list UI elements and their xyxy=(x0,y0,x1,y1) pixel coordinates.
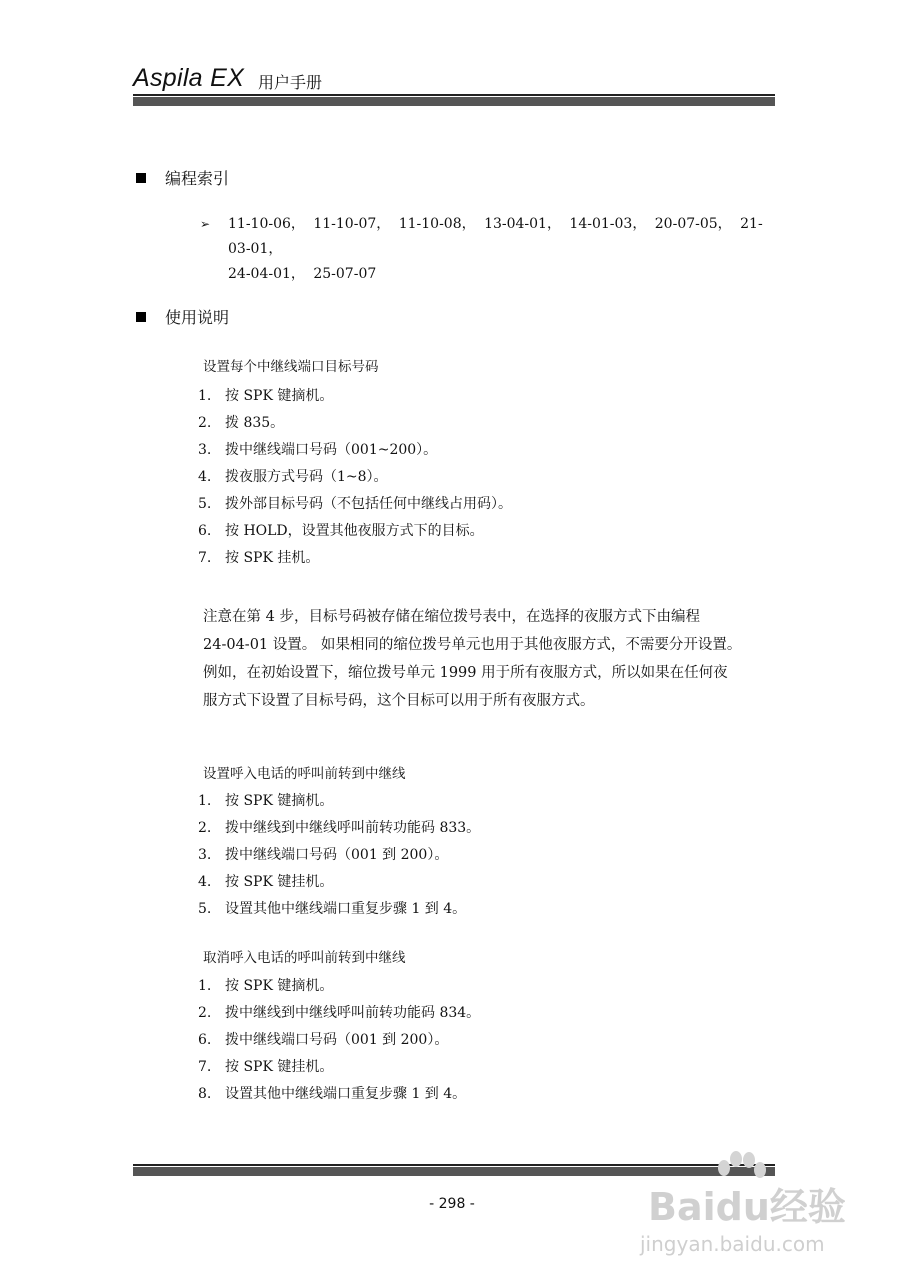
block3-steps xyxy=(198,973,480,1108)
block3-heading: 取消呼入电话的呼叫前转到中继线 xyxy=(203,950,406,966)
step-item: 2. 拨 835。 xyxy=(198,415,285,431)
square-bullet-icon xyxy=(136,312,146,322)
section-title: 编程索引 xyxy=(165,169,230,188)
watermark-url: jingyan.baidu.com xyxy=(640,1232,825,1256)
section-title: 使用说明 xyxy=(165,308,230,327)
step-item: 6. 拨中继线端口号码（001 到 200）。 xyxy=(198,1032,449,1048)
square-bullet-icon xyxy=(136,173,146,183)
step-item: 2. 拨中继线到中继线呼叫前转功能码 833。 xyxy=(198,820,481,836)
index-list xyxy=(200,212,780,287)
step-item: 5. 拨外部目标号码（不包括任何中继线占用码）。 xyxy=(198,496,512,512)
header-brand: Aspila EX xyxy=(133,64,245,92)
note-line: 24-04-01 设置。 如果相同的缩位拨号单元也用于其他夜服方式，不需要分开设置。 xyxy=(203,637,742,653)
step-item: 4. 按 SPK 键挂机。 xyxy=(198,874,334,890)
section-usage xyxy=(136,305,229,328)
index-line-1: 11-10-06， 11-10-07， 11-10-08， 13-04-01， 14-01-03， 20-07-05， 21-03-01， xyxy=(228,216,763,257)
note-line: 服方式下设置了目标号码，这个目标可以用于所有夜服方式。 xyxy=(203,693,595,709)
block1-steps xyxy=(198,383,512,572)
header-rule xyxy=(133,94,775,96)
step-item: 1. 按 SPK 键摘机。 xyxy=(198,793,334,809)
section-programming-index xyxy=(136,166,229,189)
header-manual-title: 用户手册 xyxy=(258,73,323,92)
note-line: 注意在第 4 步，目标号码被存储在缩位拨号表中，在选择的夜服方式下由编程 xyxy=(203,609,700,625)
step-item: 2. 拨中继线到中继线呼叫前转功能码 834。 xyxy=(198,1005,481,1021)
index-line-2: 24-04-01， 25-07-07 xyxy=(228,266,377,282)
step-item: 8. 设置其他中继线端口重复步骤 1 到 4。 xyxy=(198,1086,467,1102)
header-rule-bar xyxy=(133,97,775,106)
note-line: 例如，在初始设置下，缩位拨号单元 1999 用于所有夜服方式，所以如果在任何夜 xyxy=(203,665,728,681)
note-paragraph xyxy=(203,603,783,715)
step-item: 7. 按 SPK 键挂机。 xyxy=(198,1059,334,1075)
page-number: - 298 - xyxy=(429,1196,475,1212)
block2-steps xyxy=(198,788,480,923)
step-item: 4. 拨夜服方式号码（1~8）。 xyxy=(198,469,388,485)
step-item: 6. 按 HOLD，设置其他夜服方式下的目标。 xyxy=(198,523,484,539)
watermark-logo: Baidu经验 xyxy=(648,1185,846,1229)
baidu-watermark xyxy=(640,1150,890,1270)
block2-heading: 设置呼入电话的呼叫前转到中继线 xyxy=(203,766,406,782)
step-item: 3. 拨中继线端口号码（001 到 200）。 xyxy=(198,847,449,863)
step-item: 7. 按 SPK 挂机。 xyxy=(198,550,320,566)
step-item: 1. 按 SPK 键摘机。 xyxy=(198,388,334,404)
block1-heading: 设置每个中继线端口目标号码 xyxy=(203,359,379,375)
step-item: 3. 拨中继线端口号码（001~200）。 xyxy=(198,442,438,458)
step-item: 5. 设置其他中继线端口重复步骤 1 到 4。 xyxy=(198,901,467,917)
arrow-bullet-icon: ➢ xyxy=(200,217,211,231)
step-item: 1. 按 SPK 键摘机。 xyxy=(198,978,334,994)
